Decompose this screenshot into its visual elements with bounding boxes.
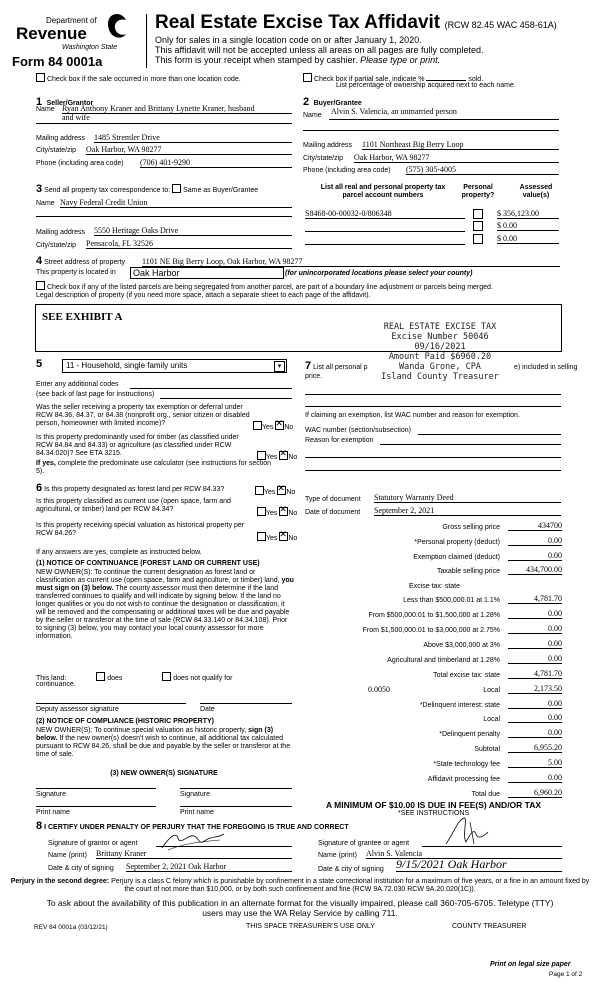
partial-sale-sold-label: sold.: [468, 76, 484, 83]
accessibility-note: To ask about the availability of this publication in an alternate format for the visually impaired, please call 360-705-6705. Teletype (TTY) users may use the WA Relay Service by calling 711.: [46, 898, 554, 918]
multi-location-label: Check box if the sale occurred in more than one location code.: [46, 76, 241, 83]
page-number: Page 1 of 2: [549, 971, 583, 978]
parcel-number-field[interactable]: S8468-00-00032-0/806348: [305, 209, 465, 219]
if-yes-note: If any answers are yes, complete as instructed below.: [36, 549, 202, 556]
calc-label: Taxable selling price: [436, 568, 500, 575]
section7-row: [305, 362, 368, 372]
assessed-head2: value(s): [522, 192, 550, 199]
seller-mailing-label: Mailing address: [36, 135, 86, 142]
wac-line: [418, 434, 561, 435]
personal-prop-line1: [305, 394, 561, 395]
new-owner-sig-heading: (3) NEW OWNER(S) SIGNATURE: [110, 770, 218, 777]
calc-value[interactable]: 0.00: [508, 609, 562, 619]
perjury-note: [6, 878, 594, 894]
seller-name-field[interactable]: Ryan Anthony Kraner and Brittany Lynette Kraner, husband: [62, 104, 255, 113]
new-owner-print-line1: [36, 806, 156, 807]
parcel-number-field[interactable]: [305, 222, 465, 232]
same-as-buyer-checkbox[interactable]: [172, 184, 181, 193]
yes-label: Yes: [264, 489, 276, 496]
located-note: (for unincorporated locations please select your county): [285, 270, 473, 277]
calc-value[interactable]: 2,173.50: [508, 684, 562, 694]
new-owner-sig2-label: Signature: [180, 791, 210, 798]
current-use-yes-checkbox[interactable]: [257, 507, 266, 516]
no-label: No: [288, 454, 298, 461]
treasurer-use-label: THIS SPACE TREASURER'S USE ONLY: [246, 923, 375, 930]
notice2-c: If the new owner(s) doesn't wish to continue, all additional tax calculated pursuant to RCW 84.26, shall be due and payable by the seller or transferor at the time of sale.: [36, 735, 291, 758]
section7-text-c: price.: [305, 373, 323, 380]
corr-city-label: City/state/zip: [36, 242, 77, 249]
buyer-name-line: [329, 119, 559, 120]
excise-receipt-stamp: [370, 322, 510, 382]
segregated-label: Check box if any of the listed parcels are being segregated from another parcel, are part of a boundary line adjustment or parcels being merged.: [46, 284, 493, 291]
section3-heading: [36, 184, 258, 195]
does-not-checkbox[interactable]: [162, 672, 171, 681]
additional-codes-line2: [160, 398, 292, 399]
calc-label: Local: [483, 716, 500, 723]
exemption-no-checkbox[interactable]: [275, 421, 284, 430]
historic-no-checkbox[interactable]: [279, 532, 288, 541]
page-title: Real Estate Excise Tax Affidavit: [155, 12, 441, 33]
section-number-4: 4: [36, 255, 43, 267]
doc-date-label: Date of document: [305, 509, 361, 516]
notice1-b: you must sign on (3) below.: [36, 577, 294, 592]
calc-value[interactable]: 434,700.00: [508, 565, 562, 575]
dor-logo: [10, 8, 130, 68]
section3-label: Send all property tax correspondence to:: [44, 187, 173, 194]
buyer-phone-label: Phone (including area code): [303, 167, 391, 174]
title-block: [155, 12, 557, 34]
form-number: Form 84 0001a: [12, 54, 103, 69]
notice1-text: [36, 569, 294, 641]
no-label: No: [288, 510, 298, 517]
calc-value[interactable]: 0.00: [508, 699, 562, 709]
personal-property-checkbox[interactable]: [473, 234, 483, 244]
revenue-swirl-icon: [104, 12, 130, 42]
multi-location-checkbox[interactable]: [36, 73, 45, 82]
calc-label: *Delinquent penalty: [439, 731, 500, 738]
legal-desc-label: Legal description of property (if you need more space, attach a separate sheet to each page of the affidavit).: [36, 292, 371, 299]
buyer-name2-line: [303, 130, 559, 131]
calc-label: Above $3,000,000 at 3%: [423, 642, 500, 649]
yes-label: Yes: [266, 510, 278, 517]
notice2-a: NEW OWNER(S): To continue special valuation as historic property,: [36, 727, 249, 734]
forest-question: [36, 484, 224, 494]
perjury-text: Perjury is a class C felony which is punishable by confinement in a state correctional institution for a maximum of five years, or a fine in an amount fixed by the court of not more than $10,000, or by both such confinement and fine (RCW 9A.72.030 RCW 9A.20.020(1C)).: [109, 878, 590, 893]
grantee-sig-label: Signature of grantee or agent: [318, 840, 410, 847]
reason-line1: [380, 444, 561, 445]
historic-question: Is this property receiving special valuation as historical property per RCW 84.26?: [36, 522, 245, 537]
calc-label: Gross selling price: [442, 524, 500, 531]
notice1-c: The county assessor must then determine if the land transferred continues to qualify and will indicate by signing below. If the land no longer qualifies or you do not wish to continue the designation or classification, it will be removed and the compensating or additional taxes will be due and payable by the seller or transferor at the time of sale (RCW 84.33.140 or 84.34.108). Prior to signing (3) below, you may contact your local county assessor for more information.: [36, 585, 290, 640]
personal-head1: Personal: [463, 184, 493, 191]
grantor-date-field[interactable]: September 2, 2021 Oak Harbor: [126, 862, 292, 872]
calc-label: Exemption claimed (deduct): [413, 554, 500, 561]
new-owner-sig-line1: [36, 788, 156, 789]
exemption-yes-no: [253, 421, 293, 432]
calc-label: *State technology fee: [433, 761, 500, 768]
additional-codes-label: Enter any additional codes: [36, 381, 119, 388]
multi-location-row: [36, 73, 241, 84]
grantor-date-label: Date & city of signing: [48, 865, 114, 872]
stamp-line4: Amount Paid $6960.20: [388, 352, 492, 362]
does-checkbox[interactable]: [96, 672, 105, 681]
notice2-b: sign (3) below.: [36, 727, 274, 742]
continuance-label: continuance.: [36, 681, 76, 688]
wac-label: WAC number (section/subsection): [305, 427, 411, 434]
does-not-label: does not qualify for: [173, 675, 233, 682]
header-sub1: Only for sales in a single location code on or after January 1, 2020.: [155, 35, 422, 45]
calc-value[interactable]: 0.00: [508, 536, 562, 546]
doc-type-label: Type of document: [305, 496, 361, 503]
seller-mailing-field[interactable]: 1485 Stremler Drive: [94, 133, 292, 143]
forest-yes-no: [255, 486, 295, 497]
calc-label: *Personal property (deduct): [414, 539, 500, 546]
corr-name-field[interactable]: Navy Federal Credit Union: [60, 198, 292, 208]
corr-city-field[interactable]: Pensacola, FL 32526: [86, 239, 292, 249]
timber-yes-checkbox[interactable]: [257, 451, 266, 460]
section7-text-b: e) included in selling: [514, 364, 578, 371]
calc-value[interactable]: 0.00: [508, 639, 562, 649]
corr-mailing-field[interactable]: 5550 Heritage Oaks Drive: [94, 226, 292, 236]
see-instructions: *SEE INSTRUCTIONS: [398, 810, 470, 817]
calc-value[interactable]: 5.00: [508, 758, 562, 768]
seller-city-field[interactable]: Oak Harbor, WA 98277: [86, 145, 292, 155]
timber-no-checkbox[interactable]: [279, 451, 288, 460]
section-number-7: 7: [305, 360, 312, 372]
timber-question: Is this property predominantly used for timber (as classified under RCW 84.84 and 84.33) or agriculture (as classified under RCW 84.34.020)? See ETA 3215.: [36, 434, 239, 457]
calc-value[interactable]: 434700: [508, 521, 562, 531]
calc-label: Subtotal: [474, 746, 500, 753]
street-row: [36, 257, 125, 267]
grantor-name-label: Name (print): [48, 852, 87, 859]
section7-text-a: List all personal p: [313, 364, 368, 371]
perjury-bold: Perjury in the second degree:: [10, 878, 110, 885]
buyer-mailing-field[interactable]: 1101 Northeast Big Berry Loop: [362, 140, 559, 150]
grantee-name-field[interactable]: Alvin S. Valencia: [366, 849, 562, 859]
assessed-col-head: [510, 184, 562, 200]
corr-name-label: Name: [36, 200, 55, 207]
certify-label: I CERTIFY UNDER PENALTY OF PERJURY THAT THE FOREGOING IS TRUE AND CORRECT: [44, 824, 349, 831]
seller-phone-field[interactable]: (706) 401-9290: [140, 158, 292, 168]
partial-sale-percent-field[interactable]: [426, 73, 466, 81]
new-owner-print-line2: [180, 806, 292, 807]
seller-city-label: City/state/zip: [36, 147, 77, 154]
seller-name-label: Name: [36, 106, 55, 113]
partial-sale-checkbox[interactable]: [303, 73, 312, 82]
calc-value[interactable]: 0.00: [508, 713, 562, 723]
historic-yes-no: [257, 532, 297, 543]
calc-label: *Delinquent interest: state: [419, 702, 500, 709]
section-number-1: 1: [36, 96, 43, 108]
personal-prop-line2: [305, 406, 561, 407]
calc-label: From $500,000.01 to $1,500,000 at 1.28%: [368, 612, 500, 619]
calc-value[interactable]: 0.00: [508, 654, 562, 664]
calc-label: Excise tax: state: [409, 583, 460, 590]
no-label: No: [284, 424, 294, 431]
street-field[interactable]: 1101 NE Big Berry Loop, Oak Harbor, WA 98277: [142, 257, 560, 267]
timber-note-bold: If yes,: [36, 460, 56, 467]
rev-number: REV 84 0001a (03/12/21): [34, 924, 108, 931]
chevron-down-icon[interactable]: ▾: [274, 361, 285, 372]
new-owner-sig1-label: Signature: [36, 791, 66, 798]
personal-head2: property?: [461, 192, 495, 199]
notice2-text: [36, 727, 294, 759]
calc-value[interactable]: 6,955.20: [508, 743, 562, 753]
notice1-heading: (1) NOTICE OF CONTINUANCE (FOREST LAND OR CURRENT USE): [36, 560, 260, 567]
assessed-value-field[interactable]: $ 356,123.00: [497, 209, 559, 219]
timber-note-text: complete the predominate use calculator (see instructions for section 5).: [36, 460, 272, 475]
print-legal-note: Print on legal size paper: [490, 961, 571, 968]
doc-date-field[interactable]: September 2, 2021: [374, 506, 561, 516]
yes-label: Yes: [266, 535, 278, 542]
calc-value[interactable]: 0.00: [508, 728, 562, 738]
calc-label: Agricultural and timberland at 1.28%: [387, 657, 500, 664]
yes-label: Yes: [262, 424, 274, 431]
deputy-date-label: Date: [200, 706, 215, 713]
header-sub3b: Please type or print.: [360, 55, 441, 65]
use-code-value: 11 - Household, single family units: [66, 361, 188, 370]
no-label: No: [288, 535, 298, 542]
calc-value[interactable]: 4,781.70: [508, 669, 562, 679]
current-use-question: Is this property classified as current use (open space, farm and agricultural, or timber) land per RCW 84.34?: [36, 498, 231, 513]
deputy-date-line: [200, 703, 292, 704]
assessed-value-field[interactable]: $ 0.00: [497, 221, 559, 231]
current-use-yes-no: [257, 507, 297, 518]
buyer-city-field[interactable]: Oak Harbor, WA 98277: [354, 153, 559, 163]
section-number-8: 8: [36, 820, 43, 832]
county-treasurer-label: COUNTY TREASURER: [452, 923, 527, 930]
header-divider: [146, 14, 147, 68]
exemption-question: Was the seller receiving a property tax exemption or deferral under RCW 84.36, 84.37, or 84.38 (nonprofit org., senior citizen or disabled person, homeowner with limited income)?: [36, 404, 250, 427]
local-rate: 0.0050: [368, 685, 390, 694]
forest-question-text: Is this property designated as forest land per RCW 84.33?: [44, 486, 225, 493]
parcel-head2: parcel account numbers: [342, 192, 424, 199]
seller-name2-line: [36, 123, 292, 124]
section-number-2: 2: [303, 96, 310, 108]
seller-heading-label: Seller/Grantor: [46, 100, 94, 107]
parcel-col-head: [303, 184, 463, 200]
grantee-name-label: Name (print): [318, 852, 357, 859]
section-number-3: 3: [36, 183, 43, 195]
section-number-6: 6: [36, 482, 43, 494]
additional-codes-line: [130, 388, 292, 389]
calc-label: Local: [483, 687, 500, 694]
exemption-claim-label: If claiming an exemption, list WAC number and reason for exemption.: [305, 412, 520, 419]
dept-line2: Revenue: [16, 24, 87, 43]
parcel-number-field[interactable]: [305, 235, 465, 245]
grantor-name-field[interactable]: Brittany Kraner: [96, 849, 292, 859]
historic-yes-checkbox[interactable]: [257, 532, 266, 541]
buyer-mailing-label: Mailing address: [303, 142, 353, 149]
stamp-line2: Excise Number 50046: [391, 332, 489, 342]
calc-label: From $1,500,000.01 to $3,000,000 at 2.75%: [362, 627, 500, 634]
forest-no-checkbox[interactable]: [277, 486, 286, 495]
section-number-5: 5: [36, 358, 43, 370]
deputy-sig-line: [36, 703, 186, 704]
new-owner-sig-line2: [180, 788, 292, 789]
grantee-date-label: Date & city of signing: [318, 866, 384, 873]
new-owner-print2-label: Print name: [180, 809, 214, 816]
dept-line1: Department of: [46, 16, 97, 25]
forest-yes-checkbox[interactable]: [255, 486, 264, 495]
dept-line3: Washington State: [62, 44, 118, 51]
grantor-sig-label: Signature of grantor or agent: [48, 840, 138, 847]
segregated-row: [36, 281, 493, 292]
buyer-heading-label: Buyer/Grantee: [313, 100, 362, 107]
buyer-city-label: City/state/zip: [303, 155, 344, 162]
grantee-signature[interactable]: [440, 814, 500, 848]
personal-property-checkbox[interactable]: [473, 209, 483, 219]
personal-col-head: [456, 184, 500, 200]
reason-line2: [305, 457, 561, 458]
notice2-heading: (2) NOTICE OF COMPLIANCE (HISTORIC PROPERTY): [36, 718, 214, 725]
stamp-line1: REAL ESTATE EXCISE TAX: [383, 322, 497, 332]
does-label: does: [107, 675, 123, 682]
calc-value[interactable]: 6,960.20: [508, 788, 562, 798]
calc-value[interactable]: 0.00: [508, 551, 562, 561]
personal-property-checkbox[interactable]: [473, 221, 483, 231]
timber-note: [36, 460, 276, 476]
reason-line3: [305, 470, 561, 471]
partial-sale-label: Check box if partial sale, indicate %: [313, 76, 425, 83]
segregated-checkbox[interactable]: [36, 281, 45, 290]
buyer-name-field[interactable]: Alvin S. Valencia, an unmarried person: [331, 107, 457, 116]
header-sub3: [155, 55, 440, 65]
seller-name-line: [62, 113, 292, 114]
buyer-name-label: Name: [303, 112, 322, 119]
corr-mailing-label: Mailing address: [36, 229, 86, 236]
calc-label: Total excise tax: state: [433, 672, 500, 679]
this-land-label: This land:: [36, 675, 67, 682]
yes-label: Yes: [266, 454, 278, 461]
stamp-line3: 09/16/2021: [414, 342, 466, 352]
buyer-phone-field[interactable]: (575) 305-4005: [406, 165, 559, 175]
location-select[interactable]: Oak Harbor: [130, 267, 284, 279]
current-use-no-checkbox[interactable]: [279, 507, 288, 516]
calc-value[interactable]: 0.00: [508, 773, 562, 783]
new-owner-print1-label: Print name: [36, 809, 70, 816]
corr-name2-line: [36, 216, 292, 217]
header-sub2: This affidavit will not be accepted unless all areas on all pages are fully completed.: [155, 45, 484, 55]
located-label: This property is located in: [36, 269, 116, 276]
same-as-buyer-label: Same as Buyer/Grantee: [183, 187, 259, 194]
stamp-line6: Island County Treasurer: [381, 372, 499, 382]
seller-name2-field[interactable]: and wife: [62, 113, 90, 122]
calc-label: Total due: [471, 791, 500, 798]
deputy-sig-label: Deputy assessor signature: [36, 706, 119, 713]
doc-type-field[interactable]: Statutory Warranty Deed: [374, 493, 561, 503]
notice1-a: NEW OWNER(S): To continue the current designation as forest land or classification as current use (open space, farm and agriculture, or timber) land,: [36, 569, 282, 584]
assessed-value-field[interactable]: $ 0.00: [497, 234, 559, 244]
additional-codes-note: (see back of last page for instructions): [36, 391, 155, 398]
calc-label: Affidavit processing fee: [427, 776, 500, 783]
no-label: No: [286, 489, 296, 496]
grantee-date-field[interactable]: 9/15/2021 Oak Harbor: [396, 858, 562, 872]
header-sub3a: This form is your receipt when stamped by cashier.: [155, 55, 361, 65]
assessed-head1: Assessed: [519, 184, 553, 191]
street-label: Street address of property: [44, 259, 126, 266]
exemption-yes-checkbox[interactable]: [253, 421, 262, 430]
reason-label: Reason for exemption: [305, 437, 374, 444]
rcw-ref: (RCW 82.45 WAC 458-61A): [444, 20, 557, 30]
calc-label: Less than $500,000.01 at 1.1%: [403, 597, 500, 604]
calc-value[interactable]: 4,781.70: [508, 594, 562, 604]
calc-value[interactable]: 0.00: [508, 624, 562, 634]
partial-sale-note: List percentage of ownership acquired next to each name.: [336, 82, 516, 89]
legal-description-text: SEE EXHIBIT A: [42, 311, 123, 323]
stamp-line5: Wanda Grone, CPA: [399, 362, 481, 372]
seller-phone-label: Phone (including area code): [36, 160, 124, 167]
parcel-head1: List all real and personal property tax: [320, 184, 446, 191]
use-code-select[interactable]: [62, 359, 287, 373]
minimum-fee-note: A MINIMUM OF $10.00 IS DUE IN FEE(S) AND/OR TAX: [326, 800, 542, 810]
